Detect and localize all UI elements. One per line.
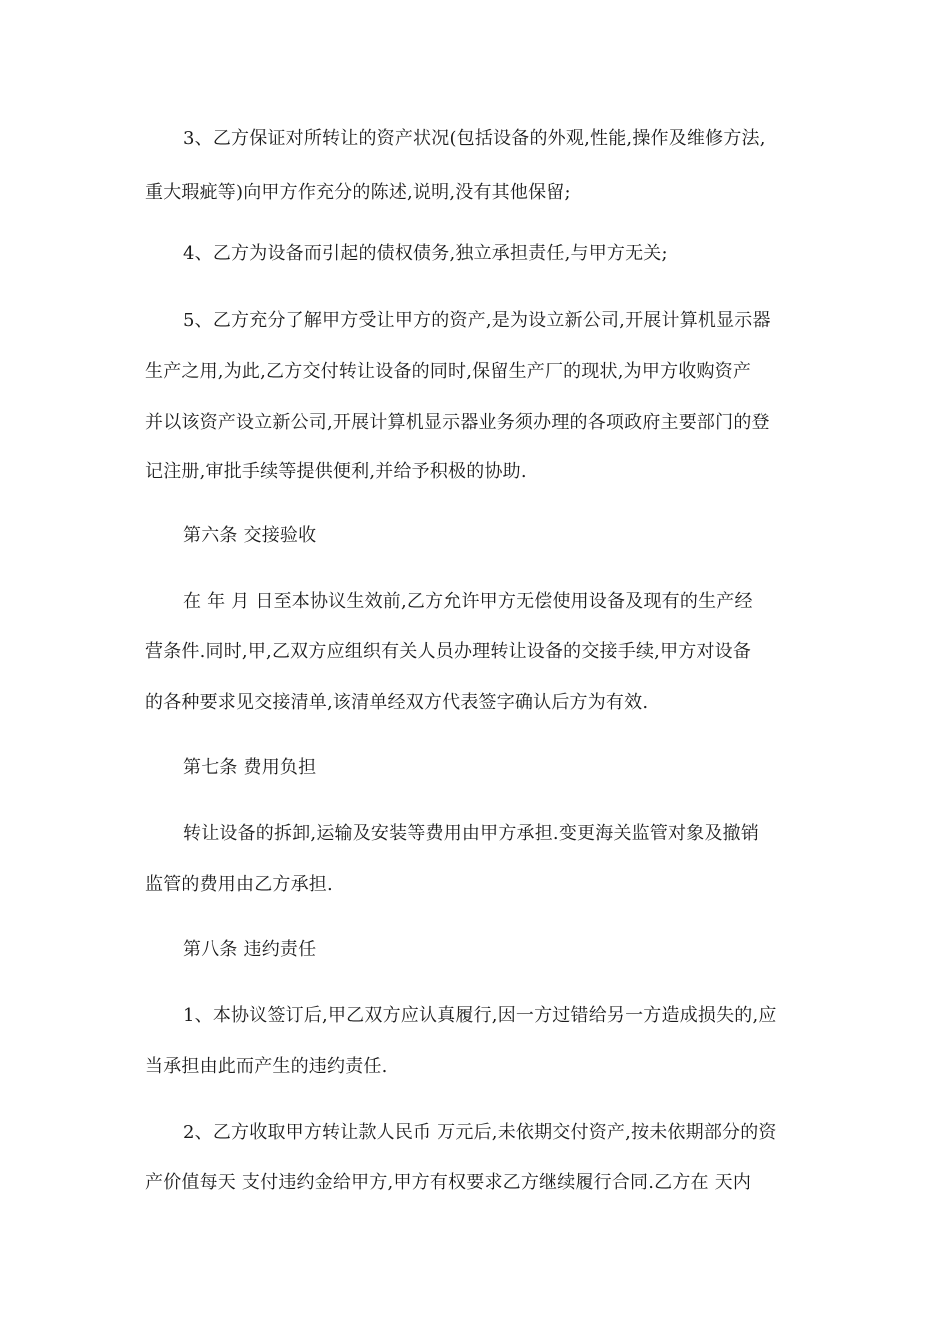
section-heading: 第七条 费用负担 [183, 757, 317, 778]
paragraph-line: 的各种要求见交接清单,该清单经双方代表签字确认后方为有效. [145, 692, 649, 713]
paragraph-line: 2、乙方收取甲方转让款人民币 万元后,未依期交付资产,按未依期部分的资 [183, 1122, 777, 1143]
paragraph-line: 记注册,审批手续等提供便利,并给予积极的协助. [145, 461, 527, 482]
paragraph-line: 重大瑕疵等)向甲方作充分的陈述,说明,没有其他保留; [145, 182, 571, 203]
paragraph-line: 并以该资产设立新公司,开展计算机显示器业务须办理的各项政府主要部门的登 [145, 412, 770, 433]
section-heading: 第八条 违约责任 [183, 939, 317, 960]
paragraph-line: 营条件.同时,甲,乙双方应组织有关人员办理转让设备的交接手续,甲方对设备 [145, 641, 752, 662]
section-heading: 第六条 交接验收 [183, 525, 317, 546]
paragraph-line: 在 年 月 日至本协议生效前,乙方允许甲方无偿使用设备及现有的生产经 [183, 591, 753, 612]
paragraph-line: 当承担由此而产生的违约责任. [145, 1056, 388, 1077]
paragraph-line: 生产之用,为此,乙方交付转让设备的同时,保留生产厂的现状,为甲方收购资产 [145, 361, 752, 382]
paragraph-line: 5、乙方充分了解甲方受让甲方的资产,是为设立新公司,开展计算机显示器 [183, 310, 771, 331]
paragraph-line: 4、乙方为设备而引起的债权债务,独立承担责任,与甲方无关; [183, 243, 668, 264]
paragraph-line: 1、本协议签订后,甲乙双方应认真履行,因一方过错给另一方造成损失的,应 [183, 1005, 777, 1026]
paragraph-line: 监管的费用由乙方承担. [145, 874, 333, 895]
paragraph-line: 产价值每天 支付违约金给甲方,甲方有权要求乙方继续履行合同.乙方在 天内 [145, 1172, 752, 1193]
paragraph-line: 转让设备的拆卸,运输及安装等费用由甲方承担.变更海关监管对象及撤销 [183, 823, 760, 844]
paragraph-line: 3、乙方保证对所转让的资产状况(包括设备的外观,性能,操作及维修方法, [183, 128, 766, 149]
